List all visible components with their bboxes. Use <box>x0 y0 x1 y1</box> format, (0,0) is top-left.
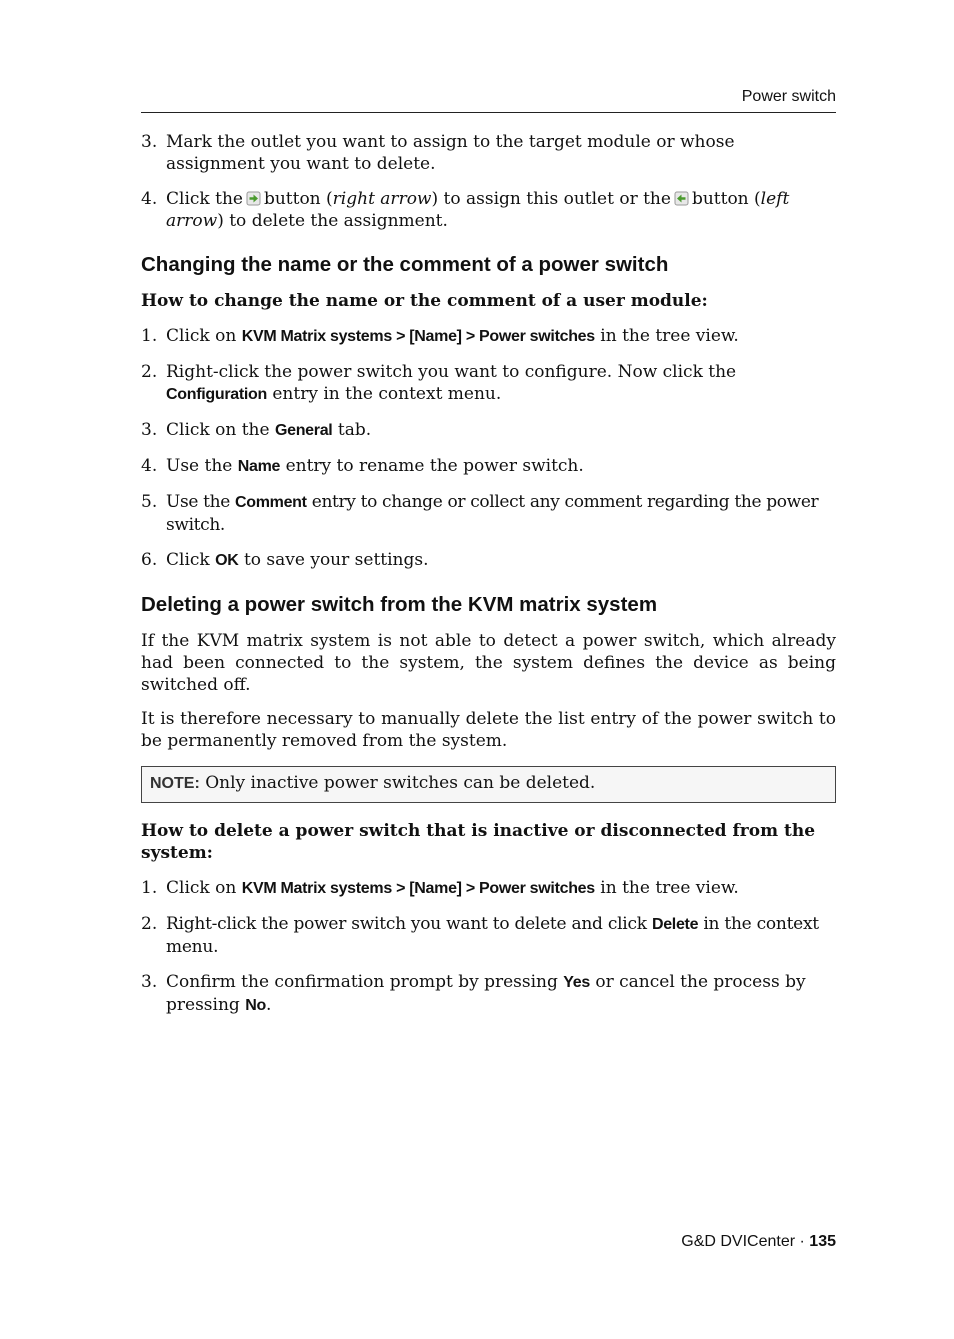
ui-term: Configuration <box>166 386 267 403</box>
ui-term: Delete <box>651 916 699 933</box>
list-item: 1. Click on KVM Matrix systems > [Name] > Power switches in the tree view. <box>141 326 739 346</box>
ui-term: KVM Matrix systems > [Name] > Power switches <box>241 328 595 345</box>
right-arrow-icon <box>246 191 261 206</box>
list-item: 5. Use the Comment entry to change or collect any comment regarding the power switch. <box>141 492 819 535</box>
ui-term: Comment <box>234 494 307 511</box>
ui-term: Name <box>237 458 281 475</box>
note-text: Only inactive power switches can be deleted. <box>205 773 596 793</box>
section-heading: Changing the name or the comment of a power switch <box>141 253 669 276</box>
procedure-heading: How to change the name or the comment of a user module: <box>141 291 708 311</box>
ui-term: General <box>274 422 333 439</box>
list-item: 1. Click on KVM Matrix systems > [Name] > Power switches in the tree view. <box>141 878 739 898</box>
note-label: NOTE: <box>150 775 200 792</box>
ui-term: Yes <box>563 974 590 991</box>
paragraph: If the KVM matrix system is not able to detect a power switch, which already had been connected to the system, the system defines the device as being switched off. <box>141 631 836 695</box>
procedure-heading: How to delete a power switch that is inactive or disconnected from the system: <box>141 821 816 863</box>
page-number: 135 <box>809 1233 836 1250</box>
ui-term: No <box>245 997 266 1014</box>
list-item: 3. Confirm the confirmation prompt by pressing Yes or cancel the process by pressing No. <box>141 972 806 1015</box>
list-item: 6. Click OK to save your settings. <box>141 550 429 570</box>
left-arrow-icon <box>674 191 689 206</box>
list-item: 3. Mark the outlet you want to assign to the target module or whose assignment you want to delete. <box>141 132 735 174</box>
section-heading: Deleting a power switch from the KVM matrix system <box>141 593 658 616</box>
header-rule <box>141 112 836 113</box>
ui-term: KVM Matrix systems > [Name] > Power switches <box>241 880 595 897</box>
paragraph: It is therefore necessary to manually delete the list entry of the power switch to be permanently removed from the system. <box>141 709 836 751</box>
list-item: 3. Click on the General tab. <box>141 420 372 440</box>
page-content <box>141 131 836 1030</box>
running-header: Power switch <box>741 88 836 105</box>
list-item: 4. Click the button (right arrow) to assign this outlet or the button (left arrow) to delete the assignment. <box>141 189 790 231</box>
list-item: 2. Right-click the power switch you want to configure. Now click the Configuration entry in the context menu. <box>141 362 737 404</box>
list-item: 4. Use the Name entry to rename the power switch. <box>141 456 584 476</box>
page-footer: G&D DVICenter · 135 <box>681 1233 836 1250</box>
note-box <box>141 766 836 803</box>
ui-term: OK <box>215 552 239 569</box>
list-item: 2. Right-click the power switch you want to delete and click Delete in the context menu. <box>141 914 819 957</box>
